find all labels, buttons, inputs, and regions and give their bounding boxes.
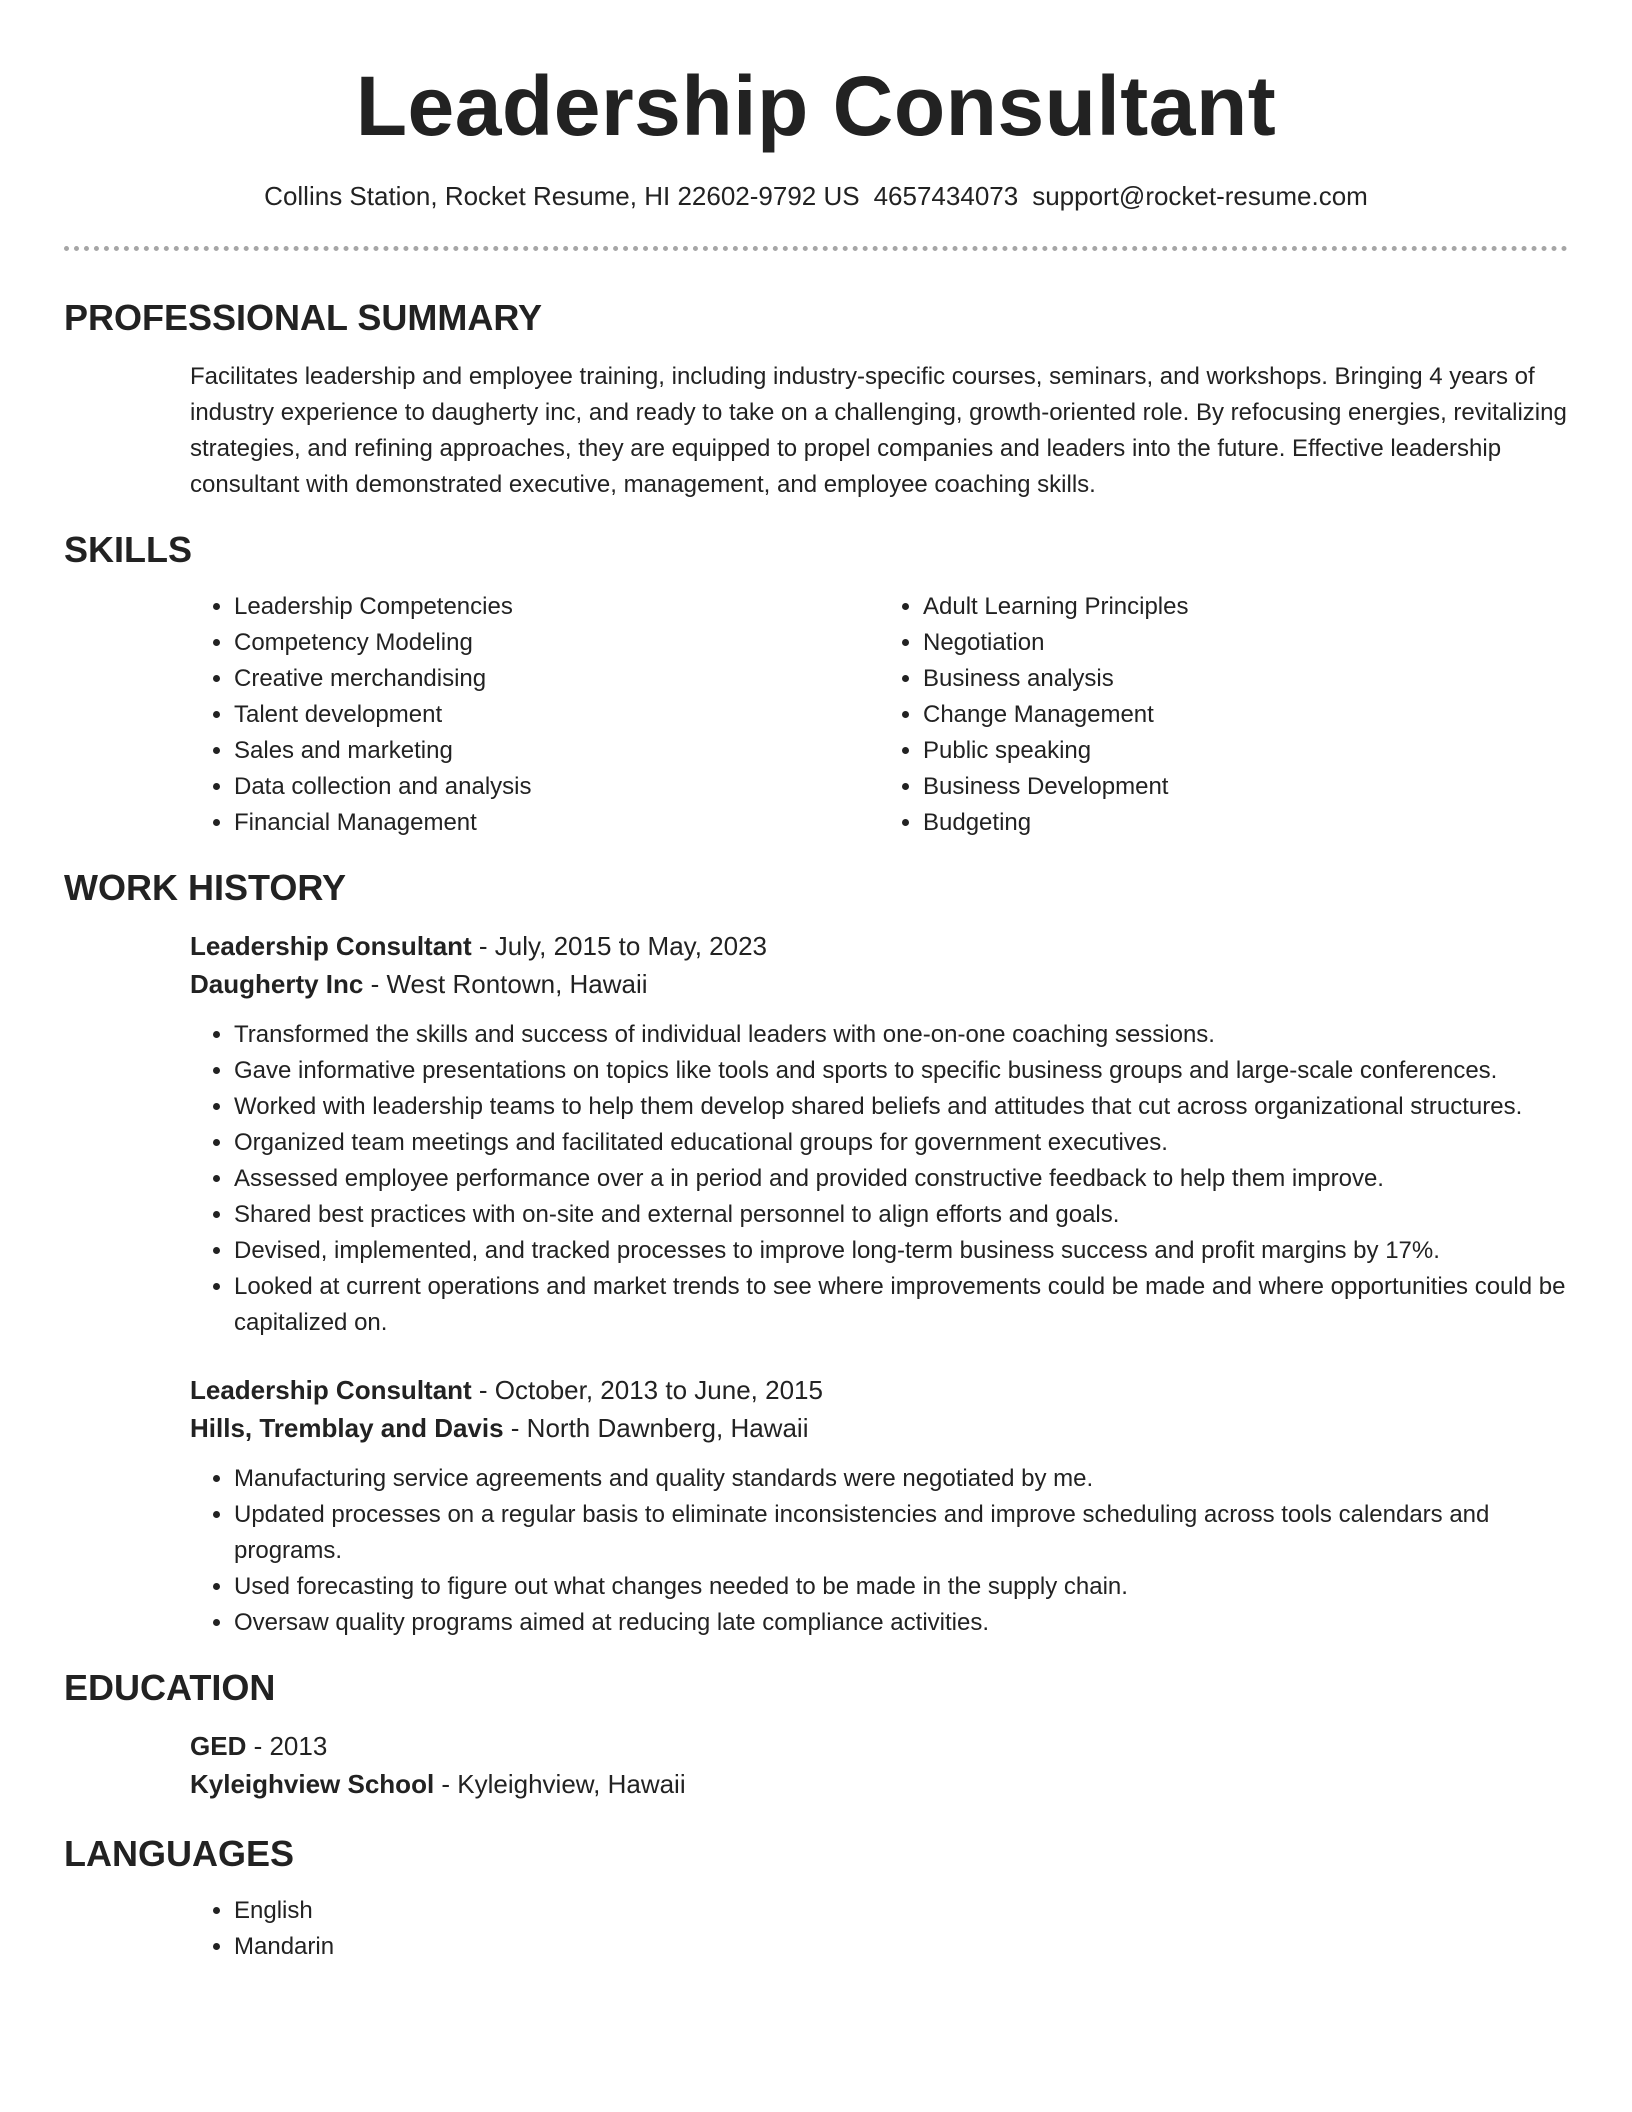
- duty-item: • Used forecasting to figure out what changes needed to be made in the supply chain.: [234, 1569, 1568, 1605]
- duty-item: • Looked at current operations and market trends to see where improvements could be made and where opportunities could be capitalized on.: [234, 1269, 1568, 1341]
- duty-item: • Worked with leadership teams to help them develop shared beliefs and attitudes that cut across organizational structures.: [234, 1089, 1568, 1125]
- job-position: Leadership Consultant: [190, 931, 472, 961]
- degree: GED: [190, 1731, 247, 1761]
- job-company: Hills, Tremblay and Davis: [190, 1413, 504, 1443]
- education-entry: [190, 1727, 1568, 1803]
- degree-line: [190, 1727, 1568, 1765]
- skill-item: • Public speaking: [923, 733, 1568, 769]
- job-company: Daugherty Inc: [190, 969, 364, 999]
- job-entry: [190, 927, 1568, 1341]
- languages-list: [190, 1893, 1568, 1965]
- skill-item: • Competency Modeling: [234, 625, 879, 661]
- job-position: Leadership Consultant: [190, 1375, 472, 1405]
- summary-text: Facilitates leadership and employee training, including industry-specific courses, seminars, and workshops. Bringing 4 years of industry experience to daugherty inc, and ready to take on a challenging, growth-oriented role. By refocusing energies, revitalizing strategies, and refining approaches, they are equipped to propel companies and leaders into the future. Effective leadership consultant with demonstrated executive, management, and employee coaching skills.: [190, 363, 1567, 498]
- skill-item: • Adult Learning Principles: [923, 589, 1568, 625]
- skill-item: • Creative merchandising: [234, 661, 879, 697]
- languages-heading: LANGUAGES: [64, 1833, 295, 1874]
- summary-section: [190, 359, 1568, 503]
- skill-item: • Financial Management: [234, 805, 879, 841]
- job-location: - North Dawnberg, Hawaii: [503, 1413, 809, 1443]
- skill-item: • Negotiation: [923, 625, 1568, 661]
- education-heading: EDUCATION: [64, 1667, 276, 1708]
- header-divider: [64, 246, 1568, 251]
- job-duties: [190, 1017, 1568, 1341]
- language-item: • English: [234, 1893, 1568, 1929]
- duty-item: • Manufacturing service agreements and quality standards were negotiated by me.: [234, 1461, 1568, 1497]
- skill-item: • Change Management: [923, 697, 1568, 733]
- job-company-line: [190, 1409, 1568, 1447]
- contact-phone: 4657434073: [873, 181, 1019, 211]
- duty-item: • Gave informative presentations on topics like tools and sports to specific business groups and large-scale conferences.: [234, 1053, 1568, 1089]
- job-title-line: [190, 1371, 1568, 1409]
- skill-item: • Talent development: [234, 697, 879, 733]
- resume-page: [64, 0, 1568, 1965]
- school-line: [190, 1765, 1568, 1803]
- job-duties: [190, 1461, 1568, 1641]
- summary-heading: PROFESSIONAL SUMMARY: [64, 297, 543, 338]
- skill-item: • Budgeting: [923, 805, 1568, 841]
- skills-column-left: [190, 589, 879, 841]
- job-dates: - July, 2015 to May, 2023: [471, 931, 768, 961]
- skills-heading: SKILLS: [64, 529, 193, 570]
- degree-year: - 2013: [246, 1731, 328, 1761]
- duty-item: • Organized team meetings and facilitated educational groups for government executives.: [234, 1125, 1568, 1161]
- resume-name: Leadership Consultant: [355, 59, 1277, 153]
- skill-item: • Data collection and analysis: [234, 769, 879, 805]
- job-title-line: [190, 927, 1568, 965]
- language-item: • Mandarin: [234, 1929, 1568, 1965]
- work-heading: WORK HISTORY: [64, 867, 347, 908]
- duty-item: • Updated processes on a regular basis to eliminate inconsistencies and improve scheduling across tools calendars and programs.: [234, 1497, 1568, 1569]
- skills-list: [190, 589, 1568, 841]
- skill-item: • Business analysis: [923, 661, 1568, 697]
- school-location: - Kyleighview, Hawaii: [434, 1769, 686, 1799]
- languages-section: [190, 1893, 1568, 1965]
- contact-email: support@rocket-resume.com: [1032, 181, 1368, 211]
- contact-line: [64, 180, 1568, 212]
- skill-item: • Business Development: [923, 769, 1568, 805]
- duty-item: • Assessed employee performance over a in period and provided constructive feedback to help them improve.: [234, 1161, 1568, 1197]
- job-company-line: [190, 965, 1568, 1003]
- skill-item: • Sales and marketing: [234, 733, 879, 769]
- duty-item: • Shared best practices with on-site and external personnel to align efforts and goals.: [234, 1197, 1568, 1233]
- school-name: Kyleighview School: [190, 1769, 435, 1799]
- contact-address: Collins Station, Rocket Resume, HI 22602-9792 US: [264, 181, 860, 211]
- skills-column-right: [879, 589, 1568, 841]
- job-location: - West Rontown, Hawaii: [363, 969, 648, 999]
- duty-item: • Transformed the skills and success of individual leaders with one-on-one coaching sessions.: [234, 1017, 1568, 1053]
- duty-item: • Oversaw quality programs aimed at reducing late compliance activities.: [234, 1605, 1568, 1641]
- job-dates: - October, 2013 to June, 2015: [471, 1375, 823, 1405]
- duty-item: • Devised, implemented, and tracked processes to improve long-term business success and profit margins by 17%.: [234, 1233, 1568, 1269]
- skill-item: • Leadership Competencies: [234, 589, 879, 625]
- job-entry: [190, 1371, 1568, 1641]
